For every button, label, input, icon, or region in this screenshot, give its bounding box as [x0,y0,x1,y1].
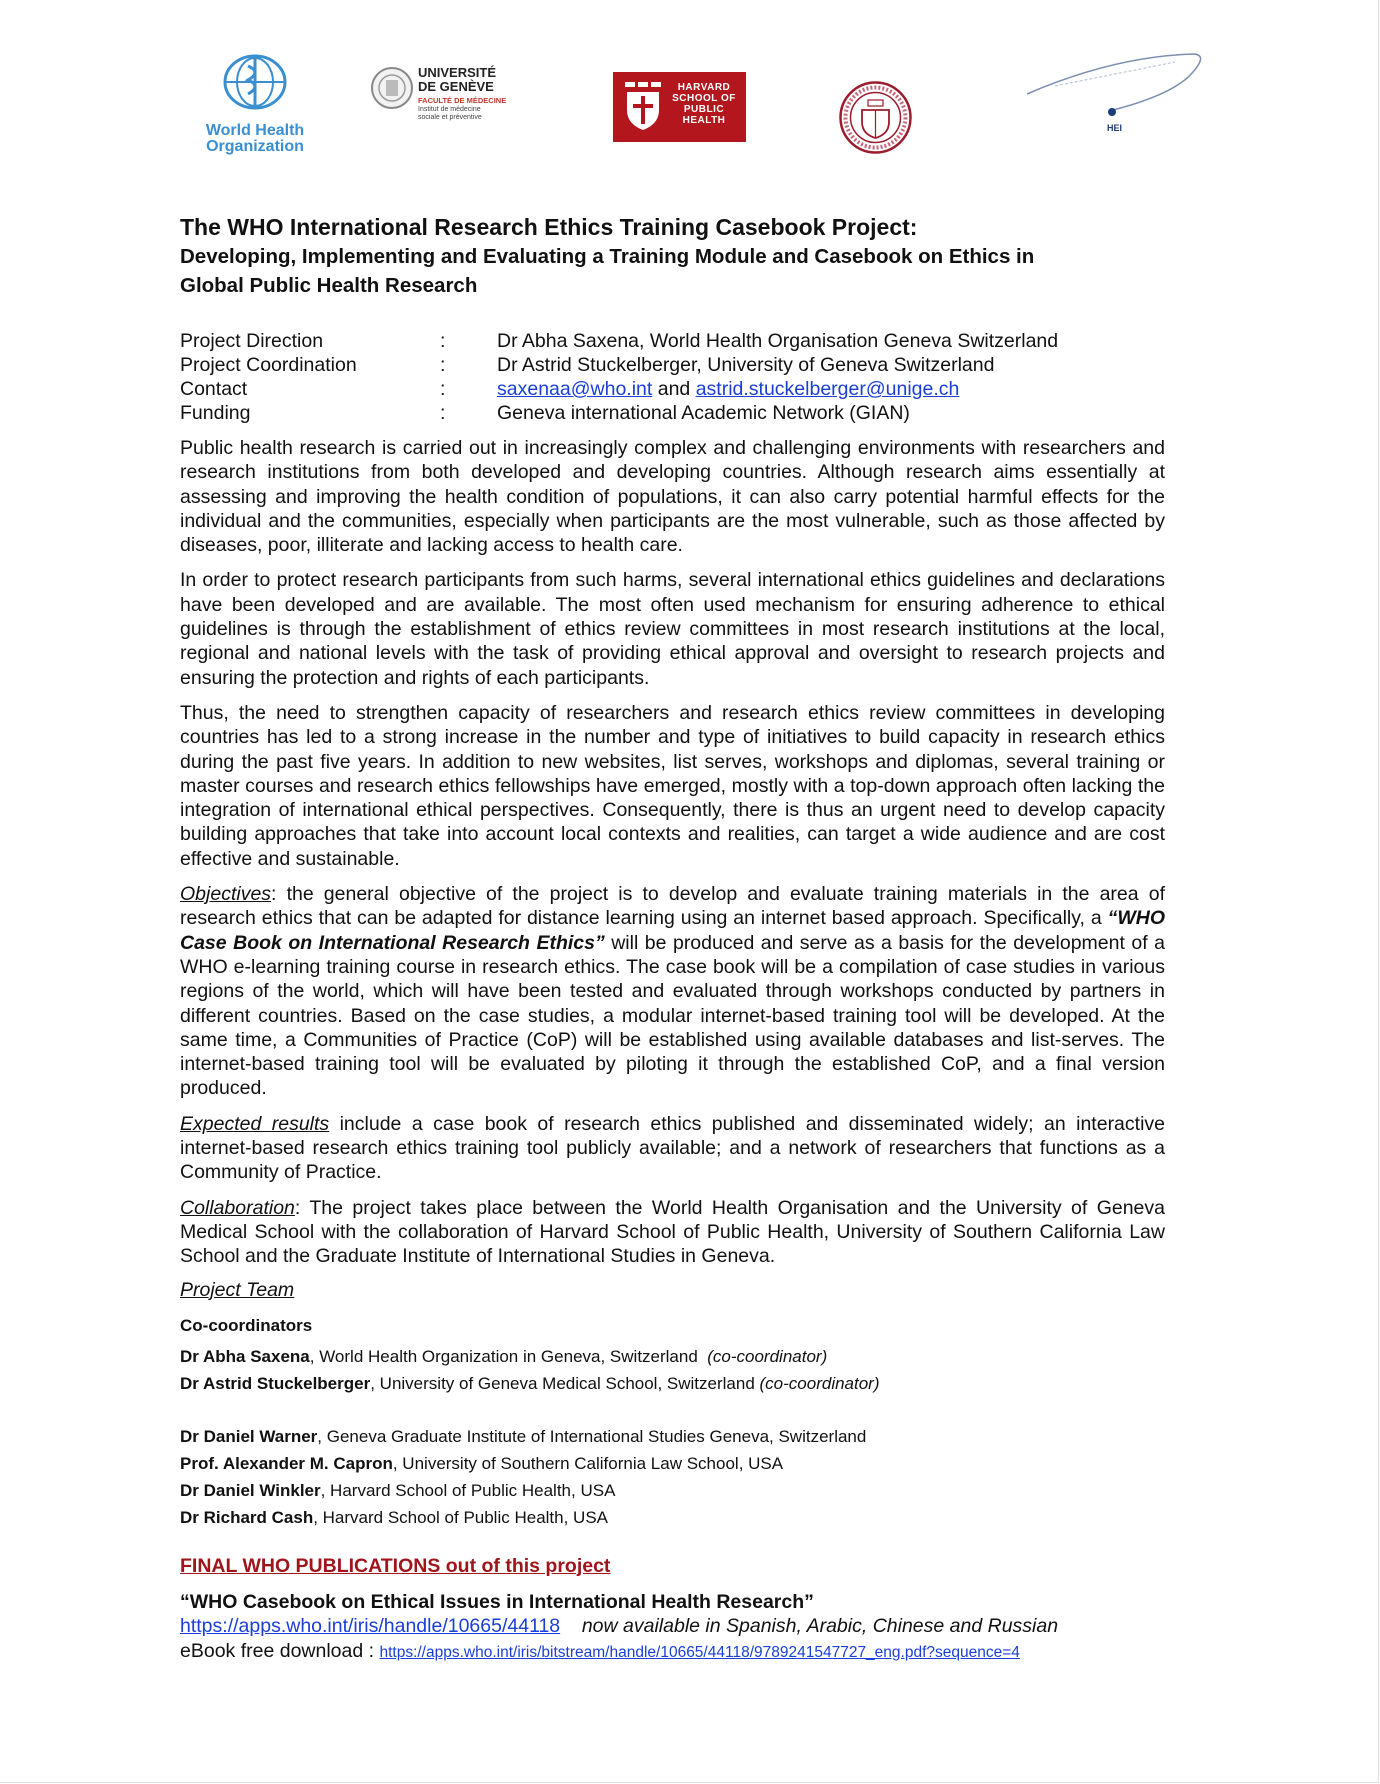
harvard-name [669,82,739,126]
co-coordinators-heading: Co-coordinators [180,1315,313,1335]
paragraph-intro: Public health research is carried out in increasingly complex and challenging environments with researchers and research institutions from both developed and developing countries. Although research aims essentially at assessing and improving the health condition of populations, it can also carry potential harmful effects for the individual and the communities, especially when participants are the most vulnerable, such as those affected by diseases, poor, illiterate and lacking access to health care. [180,437,1165,557]
harvard-logo [613,72,746,142]
email-link-saxena[interactable]: saxenaa@who.int [497,378,653,400]
usc-seal-icon [838,80,913,155]
paragraph-capacity: Thus, the need to strengthen capacity of researchers and research ethics review committees in developing countries has led to a strong increase in the number and type of initiatives to build capacity in research ethics during the past five years. In addition to new websites, list serves, workshops and diplomas, several training or master courses and research ethics fellowships have emerged, mostly with a top-down approach often lacking the integration of international ethical perspectives. Consequently, there is thus an urgent need to develop capacity building approaches that take into account local contexts and realities, can target a wide audience and are cost effective and sustainable. [180,701,1165,870]
document-subtitle: Developing, Implementing and Evaluating a Training Module and Casebook on Ethics in Global Public Health Research [180,245,1035,297]
who-emblem-icon [220,54,290,114]
casebook-link-line [180,1614,1165,1639]
unige-logo [370,64,520,124]
meta-label: Project Direction [180,330,324,352]
harvard-line4: HEALTH [682,115,726,126]
meta-separator: : [440,354,446,376]
contact-and: and [652,378,696,400]
meta-value: Geneva international Academic Network (GIAN) [497,402,910,424]
meta-row-funding [180,401,1165,425]
harvard-line1: HARVARD [677,82,731,93]
meta-label: Project Coordination [180,354,357,376]
usc-logo [838,80,913,155]
member-item [180,1477,1165,1504]
member-affiliation: , Harvard School of Public Health, USA [313,1507,609,1527]
member-role: (co-coordinator) [759,1373,880,1393]
member-name: Dr Abha Saxena [180,1346,310,1366]
unige-seal-icon [370,64,414,114]
member-affiliation: , Harvard School of Public Health, USA [320,1480,616,1500]
member-name: Dr Richard Cash [180,1507,314,1527]
coordinator-item [180,1370,1165,1397]
unige-line2: DE GENÈVE [418,79,494,94]
who-logo [205,54,305,155]
harvard-line2: SCHOOL OF [672,93,736,104]
unige-institute-line1: Institut de médecine [418,106,481,113]
casebook-title: “WHO Casebook on Ethical Issues in International Health Research” [180,1590,814,1613]
objectives-text-b: will be produced and serve as a basis for the development of a WHO e-learning training course in research ethics. The case book will be a compilation of case studies in various regions of the world, which will have been tested and evaluated through workshops conducted by partners in different countries. Based on the case studies, a modular internet-based training tool will be developed. At the same time, a Communities of Practice (CoP) will be established using available databases and list-serves. The internet-based training tool will be evaluated by piloting it through the established CoP, and a final version produced. [180,931,1165,1100]
publications-heading: FINAL WHO PUBLICATIONS out of this project [180,1554,611,1577]
member-role: (co-coordinator) [707,1346,828,1366]
member-item [180,1450,1165,1477]
languages-note: now available in Spanish, Arabic, Chinese and Russian [581,1614,1059,1637]
collaboration-label: Collaboration [180,1196,295,1219]
member-name: Prof. Alexander M. Capron [180,1453,393,1473]
casebook-title-inline: “WHO Case Book on International Research Ethics” [180,907,1165,954]
document-body [180,212,1165,1665]
unige-institute-line2: sociale et préventive [418,114,482,121]
who-line1: World Health [205,122,305,139]
meta-row-direction [180,329,1165,353]
paragraph-objectives [180,882,1165,1101]
hei-logo [1025,48,1205,148]
email-link-stuckelberger[interactable]: astrid.stuckelberger@unige.ch [695,378,960,400]
meta-label: Funding [180,402,251,424]
paragraph-results [180,1112,1165,1185]
meta-separator: : [440,402,446,424]
project-team-heading: Project Team [180,1278,295,1301]
who-line2: Organization [206,138,304,155]
coordinator-item [180,1343,1165,1370]
meta-row-contact [180,377,1165,401]
unige-line1: UNIVERSITÉ [418,65,497,80]
member-name: Dr Daniel Warner [180,1426,318,1446]
meta-label: Contact [180,378,248,400]
member-name: Dr Daniel Winkler [180,1480,321,1500]
meta-separator: : [440,330,446,352]
member-list [180,1423,1165,1531]
coordinator-list [180,1343,1165,1397]
document-title: The WHO International Research Ethics Training Casebook Project: [180,214,918,240]
objectives-text-a: : the general objective of the project is to develop and evaluate training materials in the area of research ethics that can be adapted for distance learning using an internet based approach. Specifically, a [180,883,1165,930]
harvard-line3: PUBLIC [683,104,725,115]
member-item [180,1504,1165,1531]
ebook-line [180,1639,1165,1665]
member-name: Dr Astrid Stuckelberger [180,1373,371,1393]
logo-bar [0,40,1380,160]
results-label: Expected results [180,1112,330,1135]
member-affiliation: , Geneva Graduate Institute of International Studies Geneva, Switzerland [317,1426,867,1446]
member-affiliation: , World Health Organization in Geneva, Switzerland [309,1346,708,1366]
member-affiliation: , University of Geneva Medical School, Switzerland [370,1373,760,1393]
hei-swoosh-icon [1025,48,1205,123]
collaboration-text: : The project takes place between the World Health Organisation and the University of Geneva Medical School with the collaboration of Harvard School of Public Health, University of Southern California Law School and the Graduate Institute of International Studies in Geneva. [180,1196,1165,1268]
ebook-download-link[interactable]: https://apps.who.int/iris/bitstream/handle/10665/44118/9789241547727_eng.pdf?sequence=4 [379,1643,1020,1661]
unige-faculty [418,97,506,122]
unige-faculty-name: FACULTÉ DE MÉDECINE [418,96,507,105]
meta-separator: : [440,378,446,400]
meta-value: Dr Astrid Stuckelberger, University of Geneva Switzerland [497,354,995,376]
hei-label: HEI [1107,123,1123,133]
member-affiliation: , University of Southern California Law School, USA [392,1453,784,1473]
member-item [180,1423,1165,1450]
casebook-handle-link[interactable]: https://apps.who.int/iris/handle/10665/44118 [180,1614,561,1637]
who-name [205,123,305,155]
paragraph-guidelines: In order to protect research participants from such harms, several international ethics guidelines and declarations have been developed and are available. The most often used mechanism for ensuring adherence to ethical guidelines is through the establishment of ethics review committees in most research institutions at the local, regional and national levels with the task of providing ethical approval and oversight to research projects and ensuring the protection and rights of each participants. [180,569,1165,689]
harvard-shield-icon [623,80,663,132]
ebook-label: eBook free download : [180,1639,380,1662]
paragraph-collaboration [180,1196,1165,1269]
meta-row-coordination [180,353,1165,377]
unige-name [418,66,496,94]
results-text: include a case book of research ethics published and disseminated widely; an interactive internet-based research ethics training tool publicly available; and a network of researchers that functions as a Community of Practice. [180,1112,1165,1184]
objectives-label: Objectives [180,883,272,906]
meta-value: Dr Abha Saxena, World Health Organisation Geneva Switzerland [497,330,1059,352]
meta-value [497,377,959,401]
project-meta [180,329,1165,425]
